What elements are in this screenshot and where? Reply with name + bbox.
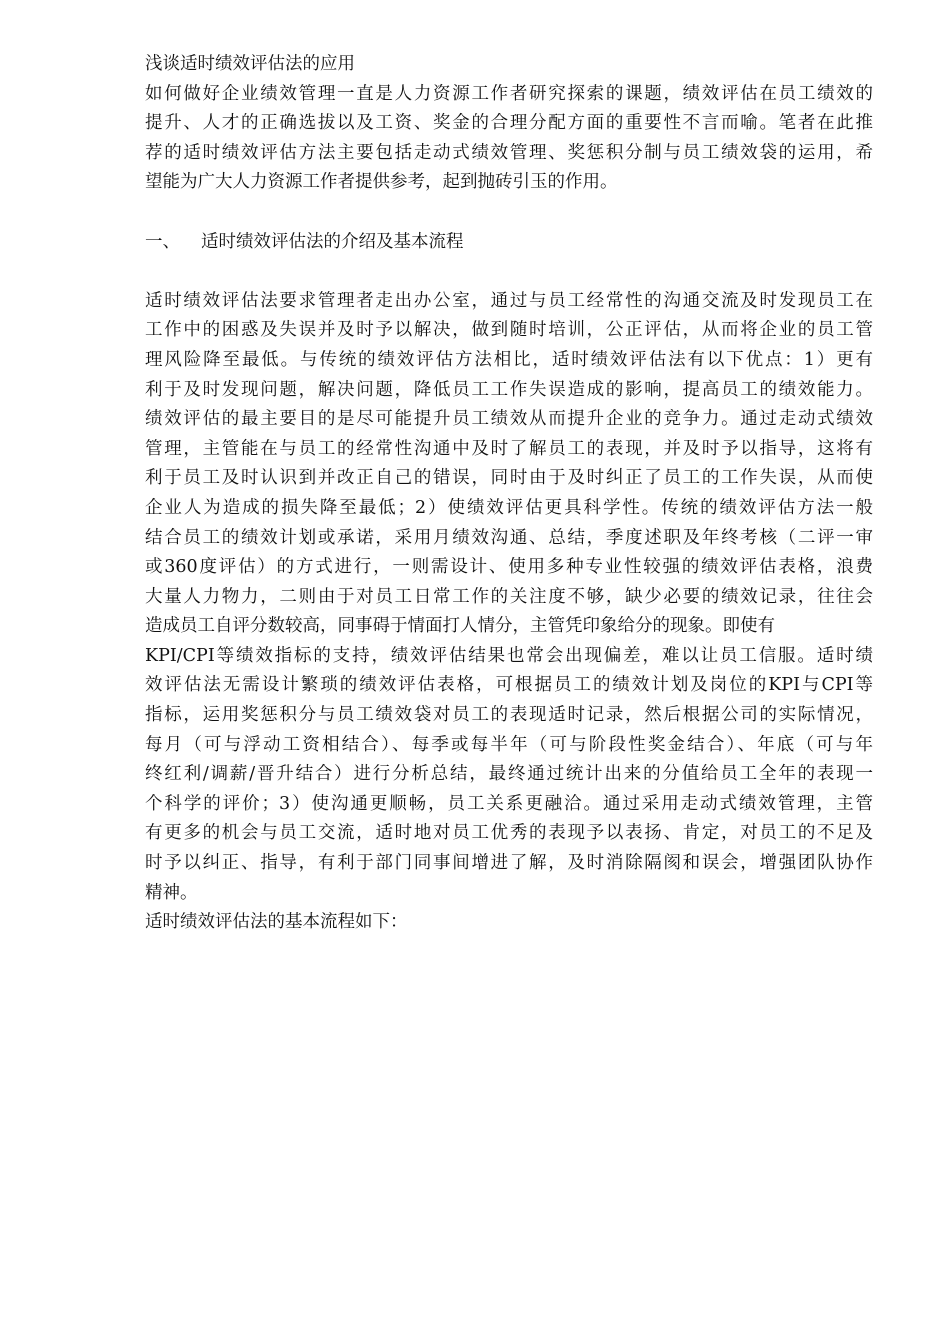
body-line: KPI/CPI等绩效指标的支持，绩效评估结果也常会出现偏差，难以让员工信服。适时绩 xyxy=(145,645,873,666)
body-line: 利于员工及时认识到并改正自己的错误，同时由于及时纠正了员工的工作失误，从而使 xyxy=(145,468,873,489)
intro-line: 望能为广大人力资源工作者提供参考，起到抛砖引玉的作用。 xyxy=(145,172,618,193)
body-line: 效评估法无需设计繁琐的绩效评估表格，可根据员工的绩效计划及岗位的KPI与CPI等 xyxy=(145,675,873,696)
body-line: 结合员工的绩效计划或承诺，采用月绩效沟通、总结，季度述职及年终考核（二评一审 xyxy=(145,527,873,548)
body-line: 大量人力物力，二则由于对员工日常工作的关注度不够，缺少必要的绩效记录，往往会 xyxy=(145,586,873,607)
section-heading xyxy=(145,228,873,258)
body-line: 企业人为造成的损失降至最低；2）使绩效评估更具科学性。传统的绩效评估方法一般 xyxy=(145,497,873,518)
intro-paragraph xyxy=(145,80,873,198)
spacer xyxy=(145,257,873,287)
body-line: 精神。 xyxy=(145,882,198,903)
body-line: 终红利/调薪/晋升结合）进行分析总结，最终通过统计出来的分值给员工全年的表现一 xyxy=(145,764,873,785)
body-line: 指标，运用奖惩积分与员工绩效袋对员工的表现适时记录，然后根据公司的实际情况， xyxy=(145,705,873,726)
intro-line: 如何做好企业绩效管理一直是人力资源工作者研究探索的课题，绩效评估在员工绩效的 xyxy=(145,83,873,104)
body-line: 理风险降至最低。与传统的绩效评估方法相比，适时绩效评估法有以下优点：1）更有 xyxy=(145,349,873,370)
body-paragraph xyxy=(145,287,873,908)
body-line: 个科学的评价；3）使沟通更顺畅，员工关系更融洽。通过采用走动式绩效管理，主管 xyxy=(145,793,873,814)
intro-line: 荐的适时绩效评估方法主要包括走动式绩效管理、奖惩积分制与员工绩效袋的运用，希 xyxy=(145,142,873,163)
body-line: 有更多的机会与员工交流，适时地对员工优秀的表现予以表扬、肯定，对员工的不足及 xyxy=(145,823,873,844)
flow-intro: 适时绩效评估法的基本流程如下： xyxy=(145,912,408,933)
section-title: 适时绩效评估法的介绍及基本流程 xyxy=(201,231,464,252)
spacer xyxy=(145,198,873,228)
document-title: 浅谈适时绩效评估法的应用 xyxy=(145,54,355,74)
body-line: 利于及时发现问题，解决问题，降低员工工作失误造成的影响，提高员工的绩效能力。 xyxy=(145,379,873,400)
body-line: 或360度评估）的方式进行，一则需设计、使用多种专业性较强的绩效评估表格，浪费 xyxy=(145,557,873,578)
body-line: 时予以纠正、指导，有利于部门同事间增进了解，及时消除隔阂和误会，增强团队协作 xyxy=(145,853,873,874)
body-line: 绩效评估的最主要目的是尽可能提升员工绩效从而提升企业的竞争力。通过走动式绩效 xyxy=(145,409,873,430)
body-line: 管理，主管能在与员工的经常性沟通中及时了解员工的表现，并及时予以指导，这将有 xyxy=(145,438,873,459)
intro-line: 提升、人才的正确选拔以及工资、奖金的合理分配方面的重要性不言而喻。笔者在此推 xyxy=(145,113,873,134)
body-line: 每月（可与浮动工资相结合）、每季或每半年（可与阶段性奖金结合）、年底（可与年 xyxy=(145,734,873,755)
body-line: 造成员工自评分数较高，同事碍于情面打人情分，主管凭印象给分的现象。即使有 xyxy=(145,616,775,637)
section-number: 一、 xyxy=(145,231,180,252)
body-line: 适时绩效评估法要求管理者走出办公室，通过与员工经常性的沟通交流及时发现员工在 xyxy=(145,290,873,311)
document-body xyxy=(145,50,873,938)
body-line: 工作中的困惑及失误并及时予以解决，做到随时培训，公正评估，从而将企业的员工管 xyxy=(145,320,873,341)
